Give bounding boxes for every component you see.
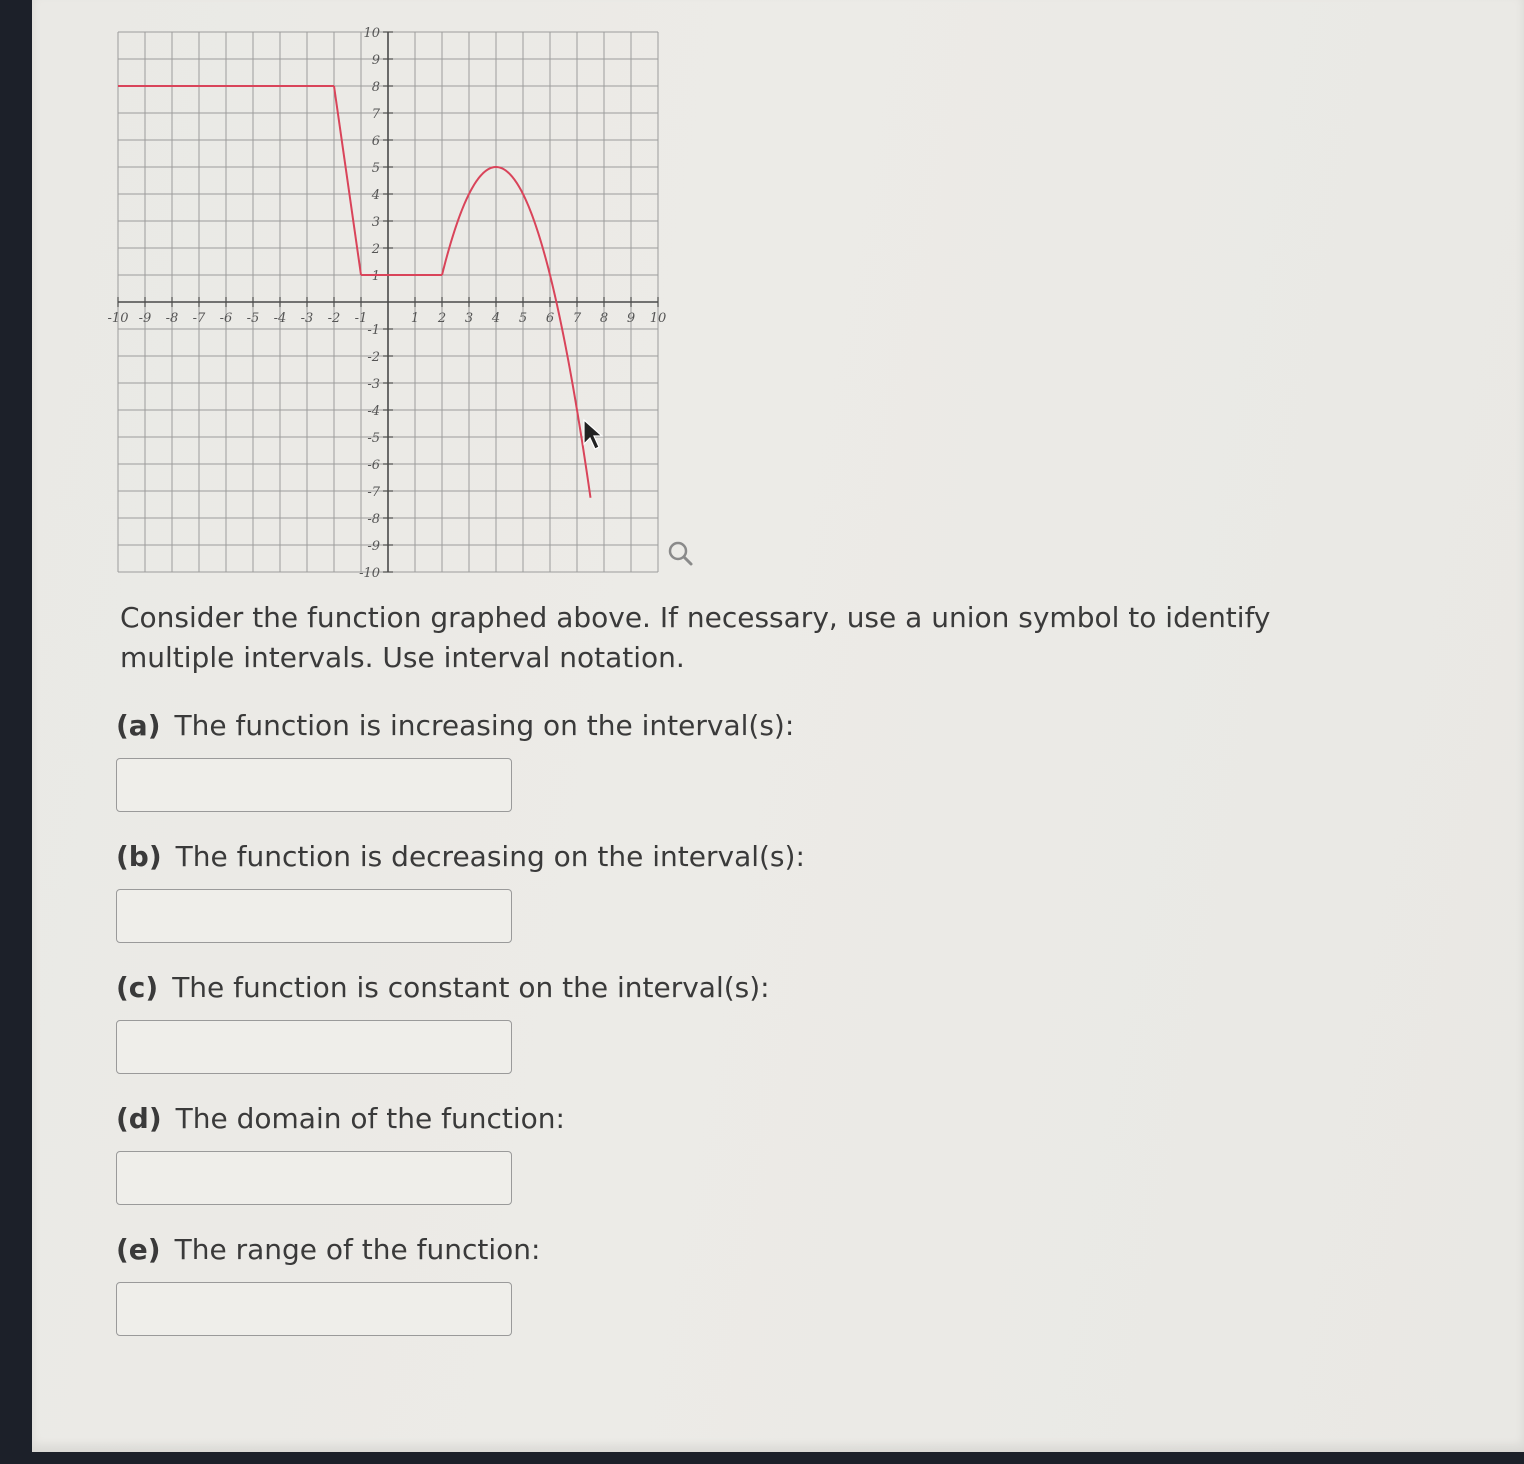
question-letter: (c) <box>116 971 159 1004</box>
arrow-cursor-icon <box>584 420 602 449</box>
x-tick-label: 10 <box>649 311 667 326</box>
y-tick-label: 5 <box>371 161 380 176</box>
x-tick-label: 2 <box>437 311 447 326</box>
x-tick-label: -10 <box>107 311 129 326</box>
tick-labels <box>108 26 667 581</box>
x-tick-label: -5 <box>246 311 260 326</box>
x-tick-label: 8 <box>599 311 609 326</box>
y-tick-label: -8 <box>367 512 380 527</box>
y-tick-label: 7 <box>371 107 380 122</box>
constant-interval-input[interactable] <box>116 1020 512 1074</box>
y-tick-label: -2 <box>367 350 380 365</box>
y-tick-label: 1 <box>371 269 380 284</box>
y-tick-label: -9 <box>367 539 380 554</box>
question-constant <box>116 968 1016 1074</box>
question-text: The function is increasing on the interval(s): <box>174 709 795 742</box>
curve-segment-line <box>334 86 361 275</box>
y-tick-label: -3 <box>367 377 380 392</box>
magnifier-icon[interactable] <box>670 543 691 564</box>
x-tick-label: 7 <box>572 311 582 326</box>
x-tick-label: -6 <box>219 311 233 326</box>
y-tick-label: 6 <box>371 134 380 149</box>
x-tick-label: -9 <box>138 311 152 326</box>
x-tick-label: -4 <box>273 311 287 326</box>
question-text: The function is constant on the interval(s): <box>172 971 770 1004</box>
graph-svg <box>107 20 678 581</box>
range-input[interactable] <box>116 1282 512 1336</box>
x-tick-label: 3 <box>464 311 474 326</box>
question-domain <box>116 1099 1016 1205</box>
x-tick-label: 9 <box>626 311 636 326</box>
y-tick-label: -1 <box>367 323 380 338</box>
y-tick-label: 3 <box>371 215 380 230</box>
y-tick-label: 4 <box>371 188 380 203</box>
function-curve <box>118 86 591 498</box>
y-tick-label: 8 <box>371 80 380 95</box>
question-letter: (d) <box>116 1102 162 1135</box>
x-tick-label: -3 <box>300 311 314 326</box>
x-tick-label: 4 <box>491 311 501 326</box>
x-tick-label: 5 <box>518 311 528 326</box>
question-letter: (b) <box>116 840 162 873</box>
x-tick-label: 6 <box>545 311 555 326</box>
question-text: The domain of the function: <box>175 1102 565 1135</box>
x-tick-label: -7 <box>192 311 206 326</box>
x-tick-label: -2 <box>327 311 341 326</box>
decreasing-interval-input[interactable] <box>116 889 512 943</box>
domain-input[interactable] <box>116 1151 512 1205</box>
question-prompt: Consider the function graphed above. If necessary, use a union symbol to identify multiple intervals. Use interval notation. <box>120 601 1271 674</box>
increasing-interval-input[interactable] <box>116 758 512 812</box>
x-tick-label: 1 <box>410 311 420 326</box>
screen <box>32 0 1524 1452</box>
y-tick-label: -7 <box>367 485 380 500</box>
x-tick-label: -1 <box>354 311 368 326</box>
question-decreasing <box>116 837 1016 943</box>
x-tick-label: -8 <box>165 311 179 326</box>
y-tick-label: 2 <box>371 242 380 257</box>
y-tick-label: -4 <box>367 404 380 419</box>
question-range <box>116 1230 1016 1336</box>
y-tick-label: 10 <box>363 26 380 41</box>
question-text: The range of the function: <box>174 1233 541 1266</box>
y-tick-label: -6 <box>367 458 380 473</box>
function-graph <box>107 20 678 581</box>
y-tick-label: -10 <box>359 566 380 581</box>
question-increasing <box>116 706 1016 812</box>
question-text: The function is decreasing on the interval(s): <box>175 840 805 873</box>
y-tick-label: 9 <box>371 53 380 68</box>
y-tick-label: -5 <box>367 431 380 446</box>
question-letter: (e) <box>116 1233 161 1266</box>
curve-segment-parabola <box>442 167 591 498</box>
question-letter: (a) <box>116 709 161 742</box>
